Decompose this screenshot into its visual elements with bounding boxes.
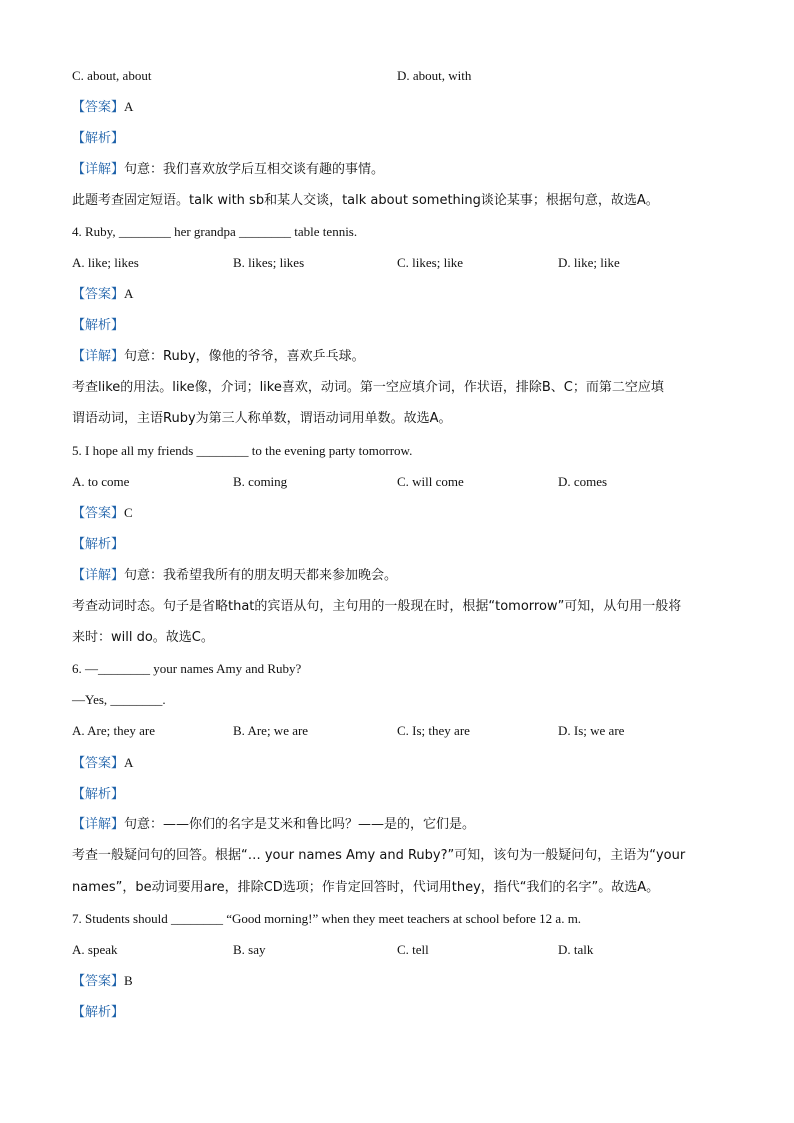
q5-option-a: A. to come bbox=[72, 474, 130, 489]
analysis-label: 【解析】 bbox=[72, 537, 125, 552]
q3-detail-1: 句意：我们喜欢放学后互相交谈有趣的事情。 bbox=[124, 162, 385, 177]
analysis-label: 【解析】 bbox=[72, 1005, 125, 1020]
q6-detail-line-3: names”，be动词要用are，排除CD选项；作肯定回答时，代词用they，指代“我们的名字”。故选A。 bbox=[72, 880, 660, 895]
q6-option-b: B. Are; we are bbox=[233, 723, 309, 738]
q4-stem: 4. Ruby, ________ her grandpa ________ table tennis. bbox=[72, 224, 358, 239]
q6-stem-2: —Yes, ________. bbox=[72, 692, 166, 707]
q7-option-b: B. say bbox=[233, 942, 266, 957]
q7-stem: 7. Students should ________ “Good morning!” when they meet teachers at school before 12 a. m. bbox=[72, 911, 582, 926]
q4-option-b: B. likes; likes bbox=[233, 255, 305, 270]
q6-answer-line bbox=[72, 754, 133, 773]
q5-detail-line-1 bbox=[72, 567, 397, 585]
detail-label: 【详解】 bbox=[72, 568, 125, 583]
q7-answer: B bbox=[124, 973, 133, 988]
detail-label: 【详解】 bbox=[72, 817, 125, 832]
q5-option-b: B. coming bbox=[233, 474, 288, 489]
q4-option-c: C. likes; like bbox=[397, 255, 464, 270]
q7-option-c: C. tell bbox=[397, 942, 429, 957]
q5-answer: C bbox=[124, 505, 133, 520]
q6-option-d: D. Is; we are bbox=[558, 723, 625, 738]
q3-option-c: C. about, about bbox=[72, 68, 152, 83]
answer-label: 【答案】 bbox=[72, 287, 125, 302]
q3-answer-line bbox=[72, 98, 133, 117]
analysis-label: 【解析】 bbox=[72, 318, 125, 333]
answer-label: 【答案】 bbox=[72, 100, 125, 115]
q6-option-a: A. Are; they are bbox=[72, 723, 156, 738]
q3-answer: A bbox=[124, 99, 134, 114]
q5-detail-line-3: 来时：will do。故选C。 bbox=[72, 630, 214, 645]
q6-analysis-line bbox=[72, 785, 124, 804]
q3-detail-line-2: 此题考查固定短语。talk with sb和某人交谈，talk about something谈论某事；根据句意，故选A。 bbox=[72, 193, 659, 208]
q4-option-a: A. like; likes bbox=[72, 255, 139, 270]
q5-stem: 5. I hope all my friends ________ to the evening party tomorrow. bbox=[72, 443, 413, 458]
answer-label: 【答案】 bbox=[72, 756, 125, 771]
q6-detail-1: 句意：——你们的名字是艾米和鲁比吗？——是的，它们是。 bbox=[124, 817, 476, 832]
answer-label: 【答案】 bbox=[72, 506, 125, 521]
q3-detail-line-1 bbox=[72, 161, 384, 179]
q5-analysis-line bbox=[72, 535, 124, 554]
analysis-label: 【解析】 bbox=[72, 131, 125, 146]
q4-analysis-line bbox=[72, 316, 124, 335]
q4-option-d: D. like; like bbox=[558, 255, 620, 270]
answer-label: 【答案】 bbox=[72, 974, 125, 989]
q6-stem-1: 6. —________ your names Amy and Ruby? bbox=[72, 661, 302, 676]
q6-detail-line-1 bbox=[72, 816, 475, 834]
q5-detail-line-2: 考查动词时态。句子是省略that的宾语从句，主句用的一般现在时，根据“tomorrow”可知，从句用一般将 bbox=[72, 599, 682, 614]
detail-label: 【详解】 bbox=[72, 162, 125, 177]
q4-detail-line-1 bbox=[72, 348, 365, 366]
q3-analysis-line bbox=[72, 129, 124, 148]
q3-option-d: D. about, with bbox=[397, 68, 472, 83]
q4-answer-line bbox=[72, 285, 133, 304]
q7-analysis-line bbox=[72, 1003, 124, 1022]
q5-option-c: C. will come bbox=[397, 474, 464, 489]
q5-option-d: D. comes bbox=[558, 474, 608, 489]
q4-detail-line-3: 谓语动词，主语Ruby为第三人称单数，谓语动词用单数。故选A。 bbox=[72, 411, 452, 426]
q4-answer: A bbox=[124, 286, 134, 301]
q7-option-d: D. talk bbox=[558, 942, 594, 957]
q6-answer: A bbox=[124, 755, 134, 770]
q7-option-a: A. speak bbox=[72, 942, 118, 957]
q5-detail-1: 句意：我希望我所有的朋友明天都来参加晚会。 bbox=[124, 568, 398, 583]
analysis-label: 【解析】 bbox=[72, 787, 125, 802]
detail-label: 【详解】 bbox=[72, 349, 125, 364]
q6-detail-line-2: 考查一般疑问句的回答。根据“… your names Amy and Ruby?”可知，该句为一般疑问句，主语为“your bbox=[72, 848, 686, 863]
q6-option-c: C. Is; they are bbox=[397, 723, 470, 738]
q7-answer-line bbox=[72, 972, 133, 991]
q4-detail-line-2: 考查like的用法。like像，介词；like喜欢，动词。第一空应填介词，作状语，排除B、C；而第二空应填 bbox=[72, 380, 664, 395]
q5-answer-line bbox=[72, 504, 133, 523]
q4-detail-1: 句意：Ruby，像他的爷爷，喜欢乒乓球。 bbox=[124, 349, 365, 364]
